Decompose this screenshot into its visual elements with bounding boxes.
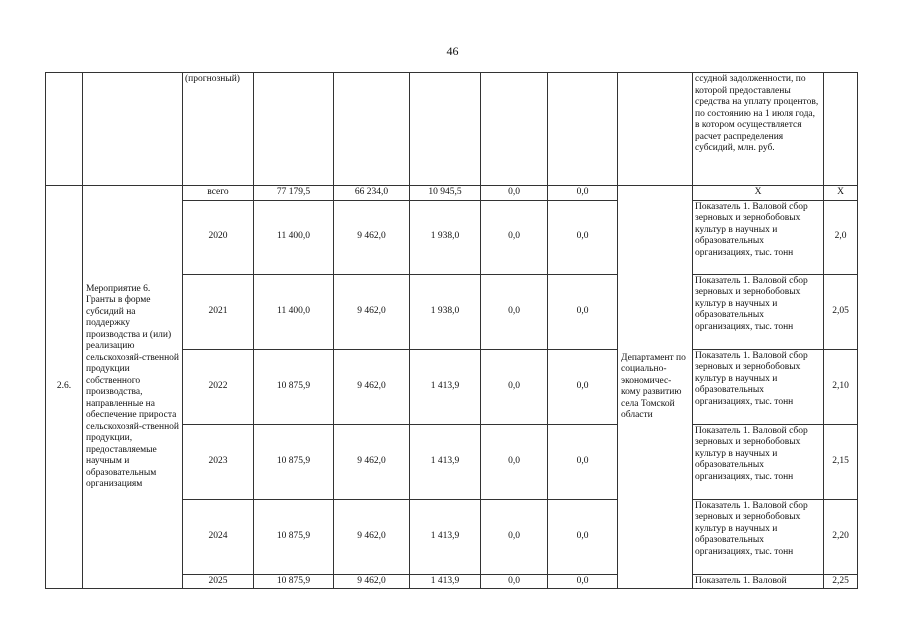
year: 2025: [183, 574, 254, 589]
page-number: 46: [446, 44, 459, 58]
value-v4: 0,0: [481, 499, 548, 574]
cell-empty: [824, 73, 858, 186]
indicator-text: Показатель 1. Валовой сбор зерновых и зернобобовых культур в научных и образовательных организациях, тыс. тонн: [693, 424, 824, 499]
indicator-value: 2,10: [824, 349, 858, 424]
year: 2022: [183, 349, 254, 424]
year: 2024: [183, 499, 254, 574]
indicator-text: Показатель 1. Валовой: [693, 574, 824, 589]
value-v5: 0,0: [548, 424, 618, 499]
value-v2: 9 462,0: [334, 349, 410, 424]
indicator-value: 2,25: [824, 574, 858, 589]
department: Департамент по социально-экономичес-кому развитию села Томской области: [618, 186, 693, 589]
value-v5: 0,0: [548, 200, 618, 274]
value-v2: 9 462,0: [334, 274, 410, 349]
total-v1: 77 179,5: [254, 186, 334, 201]
cell-empty: [618, 73, 693, 186]
cell-empty: [83, 73, 183, 186]
value-v2: 9 462,0: [334, 200, 410, 274]
value-v1: 10 875,9: [254, 424, 334, 499]
cell-empty: [46, 73, 83, 186]
indicator-value: 2,15: [824, 424, 858, 499]
total-v2: 66 234,0: [334, 186, 410, 201]
value-v1: 10 875,9: [254, 574, 334, 589]
year: 2023: [183, 424, 254, 499]
total-value: X: [824, 186, 858, 201]
total-row: [46, 186, 858, 201]
value-v3: 1 938,0: [410, 200, 481, 274]
value-v3: 1 413,9: [410, 424, 481, 499]
year: 2021: [183, 274, 254, 349]
value-v3: 1 938,0: [410, 274, 481, 349]
value-v5: 0,0: [548, 499, 618, 574]
value-v4: 0,0: [481, 424, 548, 499]
value-v1: 11 400,0: [254, 274, 334, 349]
forecast-label: (прогнозный): [183, 73, 254, 186]
total-label: всего: [183, 186, 254, 201]
indicator-text: Показатель 1. Валовой сбор зерновых и зернобобовых культур в научных и образовательных организациях, тыс. тонн: [693, 499, 824, 574]
value-v5: 0,0: [548, 349, 618, 424]
total-indicator: X: [693, 186, 824, 201]
value-v1: 10 875,9: [254, 499, 334, 574]
value-v3: 1 413,9: [410, 574, 481, 589]
value-v3: 1 413,9: [410, 499, 481, 574]
cell-empty: [481, 73, 548, 186]
value-v2: 9 462,0: [334, 574, 410, 589]
total-v3: 10 945,5: [410, 186, 481, 201]
cell-empty: [334, 73, 410, 186]
measure-title: Мероприятие 6. Гранты в форме субсидий на поддержку производства и (или) реализацию сельскохозяй-ственной продукции собственного производства, направленные на обеспечение прироста сельскохозяй-ственной продукции, предоставляемые научным и образовательным организациям: [83, 186, 183, 589]
indicator-text: ссудной задолженности, по которой предоставлены средства на уплату процентов, по состоянию на 1 июля года, в котором осуществляется расчет распределения субсидий, млн. руб.: [693, 73, 824, 186]
indicator-text: Показатель 1. Валовой сбор зерновых и зернобобовых культур в научных и образовательных организациях, тыс. тонн: [693, 349, 824, 424]
value-v2: 9 462,0: [334, 499, 410, 574]
value-v2: 9 462,0: [334, 424, 410, 499]
item-number: 2.6.: [46, 186, 83, 589]
program-table: [45, 72, 858, 589]
cell-empty: [254, 73, 334, 186]
indicator-text: Показатель 1. Валовой сбор зерновых и зернобобовых культур в научных и образовательных организациях, тыс. тонн: [693, 200, 824, 274]
value-v5: 0,0: [548, 574, 618, 589]
value-v4: 0,0: [481, 200, 548, 274]
cell-empty: [548, 73, 618, 186]
value-v5: 0,0: [548, 274, 618, 349]
indicator-value: 2,05: [824, 274, 858, 349]
total-v4: 0,0: [481, 186, 548, 201]
cell-empty: [410, 73, 481, 186]
value-v4: 0,0: [481, 574, 548, 589]
continuation-row: [46, 73, 858, 186]
indicator-text: Показатель 1. Валовой сбор зерновых и зернобобовых культур в научных и образовательных организациях, тыс. тонн: [693, 274, 824, 349]
value-v4: 0,0: [481, 274, 548, 349]
year: 2020: [183, 200, 254, 274]
value-v4: 0,0: [481, 349, 548, 424]
indicator-value: 2,20: [824, 499, 858, 574]
value-v3: 1 413,9: [410, 349, 481, 424]
value-v1: 11 400,0: [254, 200, 334, 274]
total-v5: 0,0: [548, 186, 618, 201]
indicator-value: 2,0: [824, 200, 858, 274]
value-v1: 10 875,9: [254, 349, 334, 424]
